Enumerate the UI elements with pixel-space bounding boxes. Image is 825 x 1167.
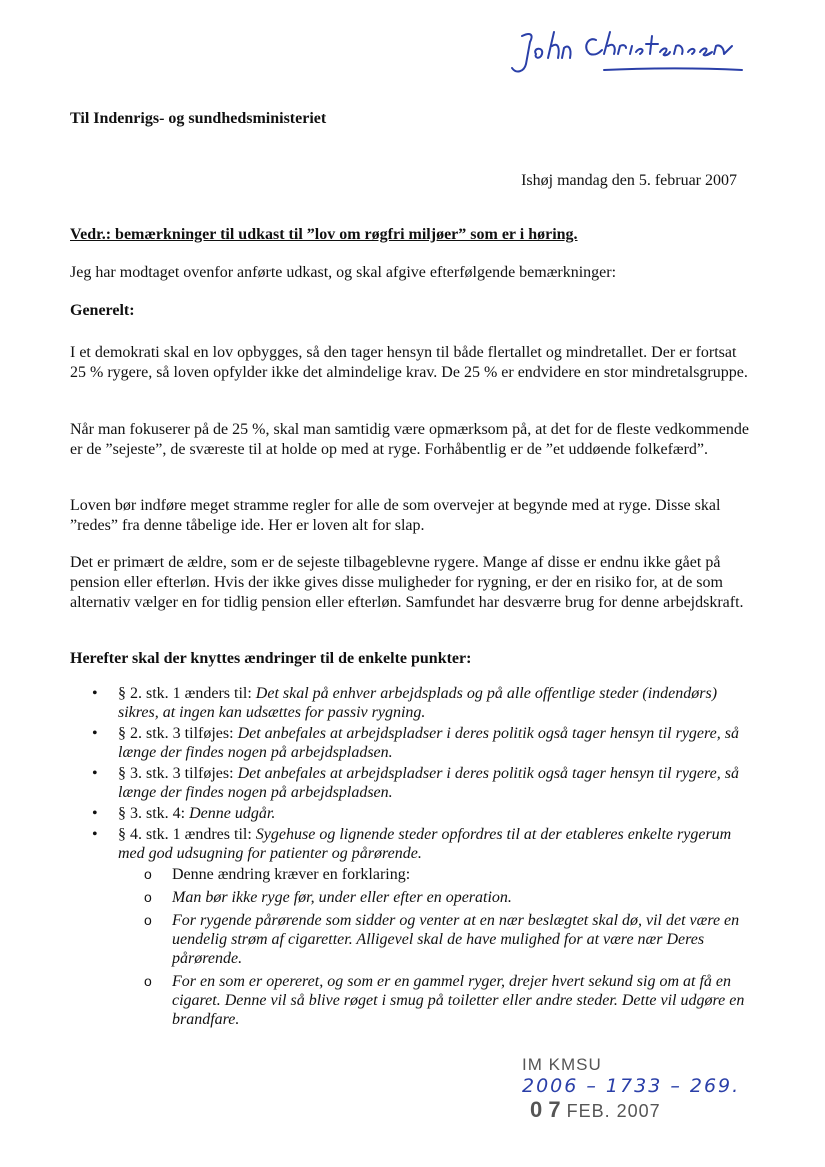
paragraph: Når man fokuserer på de 25 %, skal man samtidig være opmærksom på, at det for de fleste vedkommende er de ”sejeste”, de sværeste til at holde op med at ryge. Forhåbentlig er de ”et uddøende folkefærd”. <box>70 421 749 458</box>
amendment-reference: § 2. stk. 3 tilføjes: <box>118 725 238 742</box>
explanation-item: o Denne ændring kræver en forklaring: <box>118 865 750 884</box>
paragraph: Loven bør indføre meget stramme regler for alle de som overvejer at begynde med at ryge. Disse skal ”redes” fra denne tåbelige ide. Her er loven alt for slap. <box>70 497 721 534</box>
paragraph: Det er primært de ældre, som er de sejeste tilbageblevne rygere. Mange af disse er endnu ikke gået på pension eller efterløn. Hvis der ikke gives disse muligheder for rygning, er der en risiko for, at de som alternativ vælger en for tidlig pension eller efterløn. Samfundet har desværre brug for denne arbejdskraft. <box>70 554 744 611</box>
section-heading-general: Generelt: <box>70 302 135 319</box>
amendment-item <box>70 825 750 1029</box>
intro-paragraph: Jeg har modtaget ovenfor anførte udkast, og skal afgive efterfølgende bemærkninger: <box>70 264 617 281</box>
amendment-reference: § 2. stk. 1 ænders til: <box>118 685 256 702</box>
explanation-item: o For en som er opereret, og som er en gammel ryger, drejer hvert sekund sig om at få en cigaret. Denne vil så blive røget i smug på toiletter eller andre steder. Dette vil udgøre en brandfare. <box>118 972 750 1029</box>
stamp-day: 0 7 <box>530 1097 561 1122</box>
amendment-text: Det skal på enhver arbejdsplads og på alle offentlige steder (indendørs) sikres, at ingen kan udsættes for passiv rygning. <box>118 685 718 721</box>
date-line: Ishøj mandag den 5. februar 2007 <box>521 172 737 189</box>
amendment-item <box>70 804 750 823</box>
amendment-item <box>70 724 750 762</box>
signature <box>500 18 750 78</box>
handwritten-signature-image <box>500 18 750 78</box>
paragraph: I et demokrati skal en lov opbygges, så den tager hensyn til både flertallet og mindretallet. Der er fortsat 25 % rygere, så loven opfylder ikke det almindelige krav. De 25 % er endvidere en stor mindretalsgruppe. <box>70 344 748 381</box>
amendment-text: Det anbefales at arbejdspladser i deres politik også tager hensyn til rygere, så længe der findes nogen på arbejdspladsen. <box>118 765 739 801</box>
amendment-reference: § 3. stk. 3 tilføjes: <box>118 765 238 782</box>
recipient-line: Til Indenrigs- og sundhedsministeriet <box>70 110 327 127</box>
amendment-text: Denne udgår. <box>189 805 276 822</box>
amendment-text: Sygehuse og lignende steder opfordres til at der etableres enkelte rygerum med god udsugning for patienter og pårørende. <box>118 826 732 862</box>
explanation-list <box>118 865 750 1029</box>
explanation-item: o Man bør ikke ryge før, under eller efter en operation. <box>118 888 750 907</box>
stamp-month-year: FEB. 2007 <box>566 1101 661 1121</box>
section-heading-points: Herefter skal der knyttes ændringer til de enkelte punkter: <box>70 650 472 667</box>
stamp-date <box>530 1097 661 1123</box>
subject-line: Vedr.: bemærkninger til udkast til ”lov om røgfri miljøer” som er i høring. <box>70 226 578 243</box>
stamp-office: IM KMSU <box>522 1055 602 1074</box>
amendment-reference: § 4. stk. 1 ændres til: <box>118 826 256 843</box>
stamp-case-number: 2006 – 1733 – 269. <box>522 1075 741 1097</box>
amendment-reference: § 3. stk. 4: <box>118 805 190 822</box>
amendment-list <box>70 684 750 1033</box>
amendment-item <box>70 684 750 722</box>
explanation-item: o For rygende pårørende som sidder og venter at en nær beslægtet skal dø, vil det være en uendelig strøm af cigaretter. Alligevel skal de have mulighed for at være nær Deres pårørende. <box>118 911 750 968</box>
amendment-item <box>70 764 750 802</box>
amendment-text: Det anbefales at arbejdspladser i deres politik også tager hensyn til rygere, så længe der findes nogen på arbejdspladsen. <box>118 725 739 761</box>
received-stamp <box>522 1055 762 1125</box>
